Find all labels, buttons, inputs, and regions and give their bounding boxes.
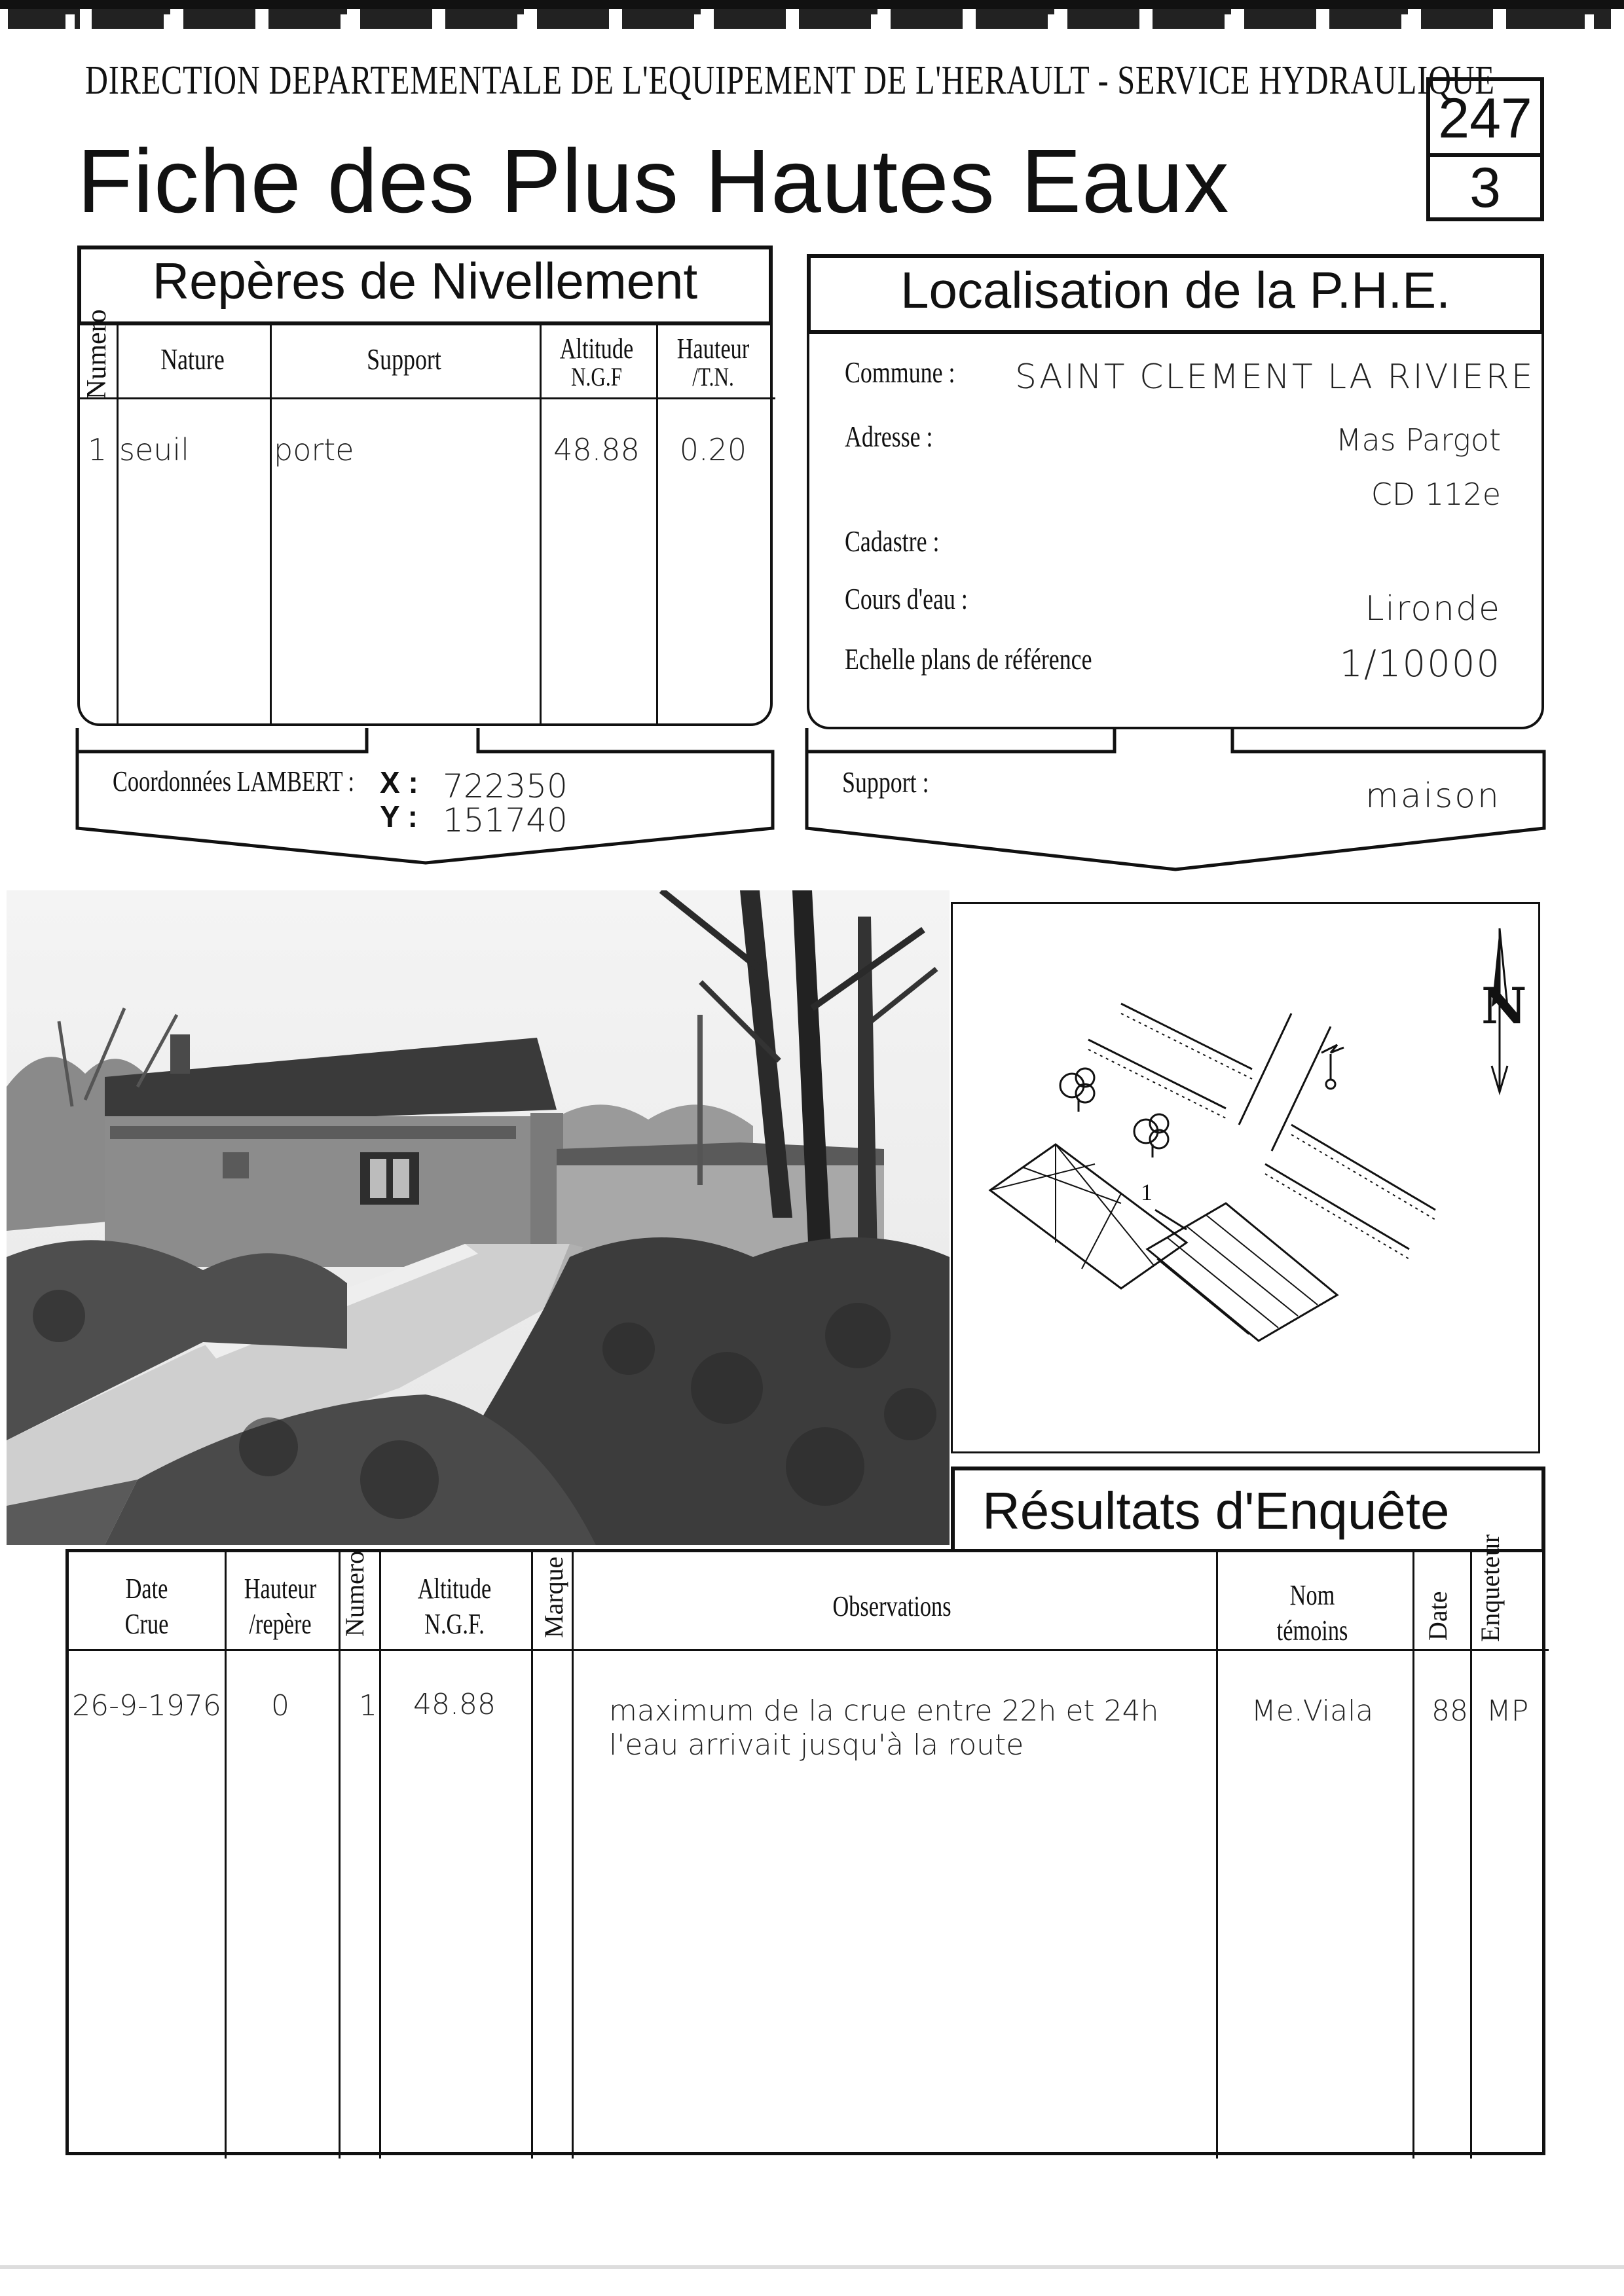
y-label: Y :	[380, 799, 418, 833]
support-value: maison	[1365, 776, 1501, 816]
res-col-date: Date	[1423, 1591, 1452, 1641]
res-col-hauteur: Hauteur /repère	[244, 1573, 317, 1640]
res-altitude: 48.88	[413, 1688, 496, 1721]
cours-label: Cours d'eau :	[845, 582, 968, 615]
reference-box	[1426, 77, 1544, 221]
plan-north-label: N	[1481, 977, 1527, 1035]
row-numero: 1	[88, 432, 107, 467]
adresse-line1: Mas Pargot	[1335, 422, 1501, 458]
commune-label: Commune :	[845, 355, 955, 389]
col-hauteur: Hauteur /T.N.	[676, 333, 750, 392]
col-nature: Nature	[160, 342, 225, 376]
res-hauteur: 0	[271, 1689, 289, 1722]
x-label: X :	[380, 765, 418, 799]
cours-value: Lironde	[1365, 589, 1501, 629]
support-label: Support :	[842, 765, 929, 799]
res-col-date-crue: Date Crue	[124, 1573, 169, 1640]
x-value: 722350	[443, 767, 568, 805]
echelle-value: 1/10000	[1339, 643, 1501, 685]
binder-strip	[0, 0, 1624, 41]
res-numero: 1	[359, 1689, 377, 1722]
reference-sub: 3	[1469, 156, 1501, 219]
row-altitude: 48.88	[553, 432, 640, 467]
plan-repere-number: 1	[1141, 1179, 1153, 1205]
adresse-line2: CD 112e	[1371, 477, 1501, 512]
resultats-heading: Résultats d'Enquête	[982, 1482, 1450, 1540]
res-date-crue: 26-9-1976	[72, 1689, 221, 1722]
res-obs-line1: maximum de la crue entre 22h et 24h	[609, 1694, 1159, 1728]
res-col-altitude: Altitude N.G.F.	[417, 1573, 492, 1640]
tree-icon	[1134, 1114, 1168, 1157]
res-enqueteur: MP	[1486, 1694, 1529, 1728]
res-date: 88	[1431, 1694, 1468, 1728]
binder-holes	[0, 0, 1624, 41]
pole-icon	[1321, 1045, 1344, 1089]
cadastre-label: Cadastre :	[845, 524, 940, 558]
department-line: DIRECTION DEPARTEMENTALE DE L'EQUIPEMENT DE L'HERAULT - SERVICE HYDRAULIQUE	[85, 58, 1495, 103]
res-obs-line2: l'eau arrivait jusqu'à la route	[609, 1728, 1024, 1762]
res-col-nom-temoins: Nom témoins	[1276, 1579, 1348, 1647]
plan-sketch	[951, 902, 1540, 1453]
localisation-heading: Localisation de la P.H.E.	[900, 261, 1450, 319]
res-col-marque: Marque	[539, 1556, 568, 1638]
adresse-label: Adresse :	[845, 420, 933, 453]
col-numero: Numero	[82, 309, 112, 399]
col-support: Support	[367, 342, 441, 376]
commune-value: SAINT CLEMENT LA RIVIERE	[1015, 357, 1535, 397]
coord-label: Coordonnées LAMBERT :	[113, 765, 355, 797]
y-value: 151740	[443, 801, 568, 839]
res-col-observations: Observations	[832, 1590, 951, 1622]
res-temoin: Me.Viala	[1251, 1694, 1374, 1728]
reperes-heading: Repères de Nivellement	[152, 252, 698, 310]
echelle-label: Echelle plans de référence	[845, 642, 1092, 676]
res-col-enqueteur: Enqueteur	[1475, 1534, 1505, 1642]
tree-icon	[1060, 1068, 1094, 1112]
site-photo	[7, 890, 950, 1545]
col-altitude: Altitude N.G.F	[559, 333, 634, 392]
reference-number: 247	[1438, 87, 1532, 150]
row-hauteur: 0.20	[679, 432, 747, 467]
scan-bottom-edge	[0, 2265, 1624, 2269]
res-col-numero: Numero	[340, 1550, 369, 1637]
row-support: porte	[274, 432, 354, 467]
row-nature: seuil	[119, 432, 189, 467]
page-title: Fiche des Plus Hautes Eaux	[77, 131, 1230, 232]
